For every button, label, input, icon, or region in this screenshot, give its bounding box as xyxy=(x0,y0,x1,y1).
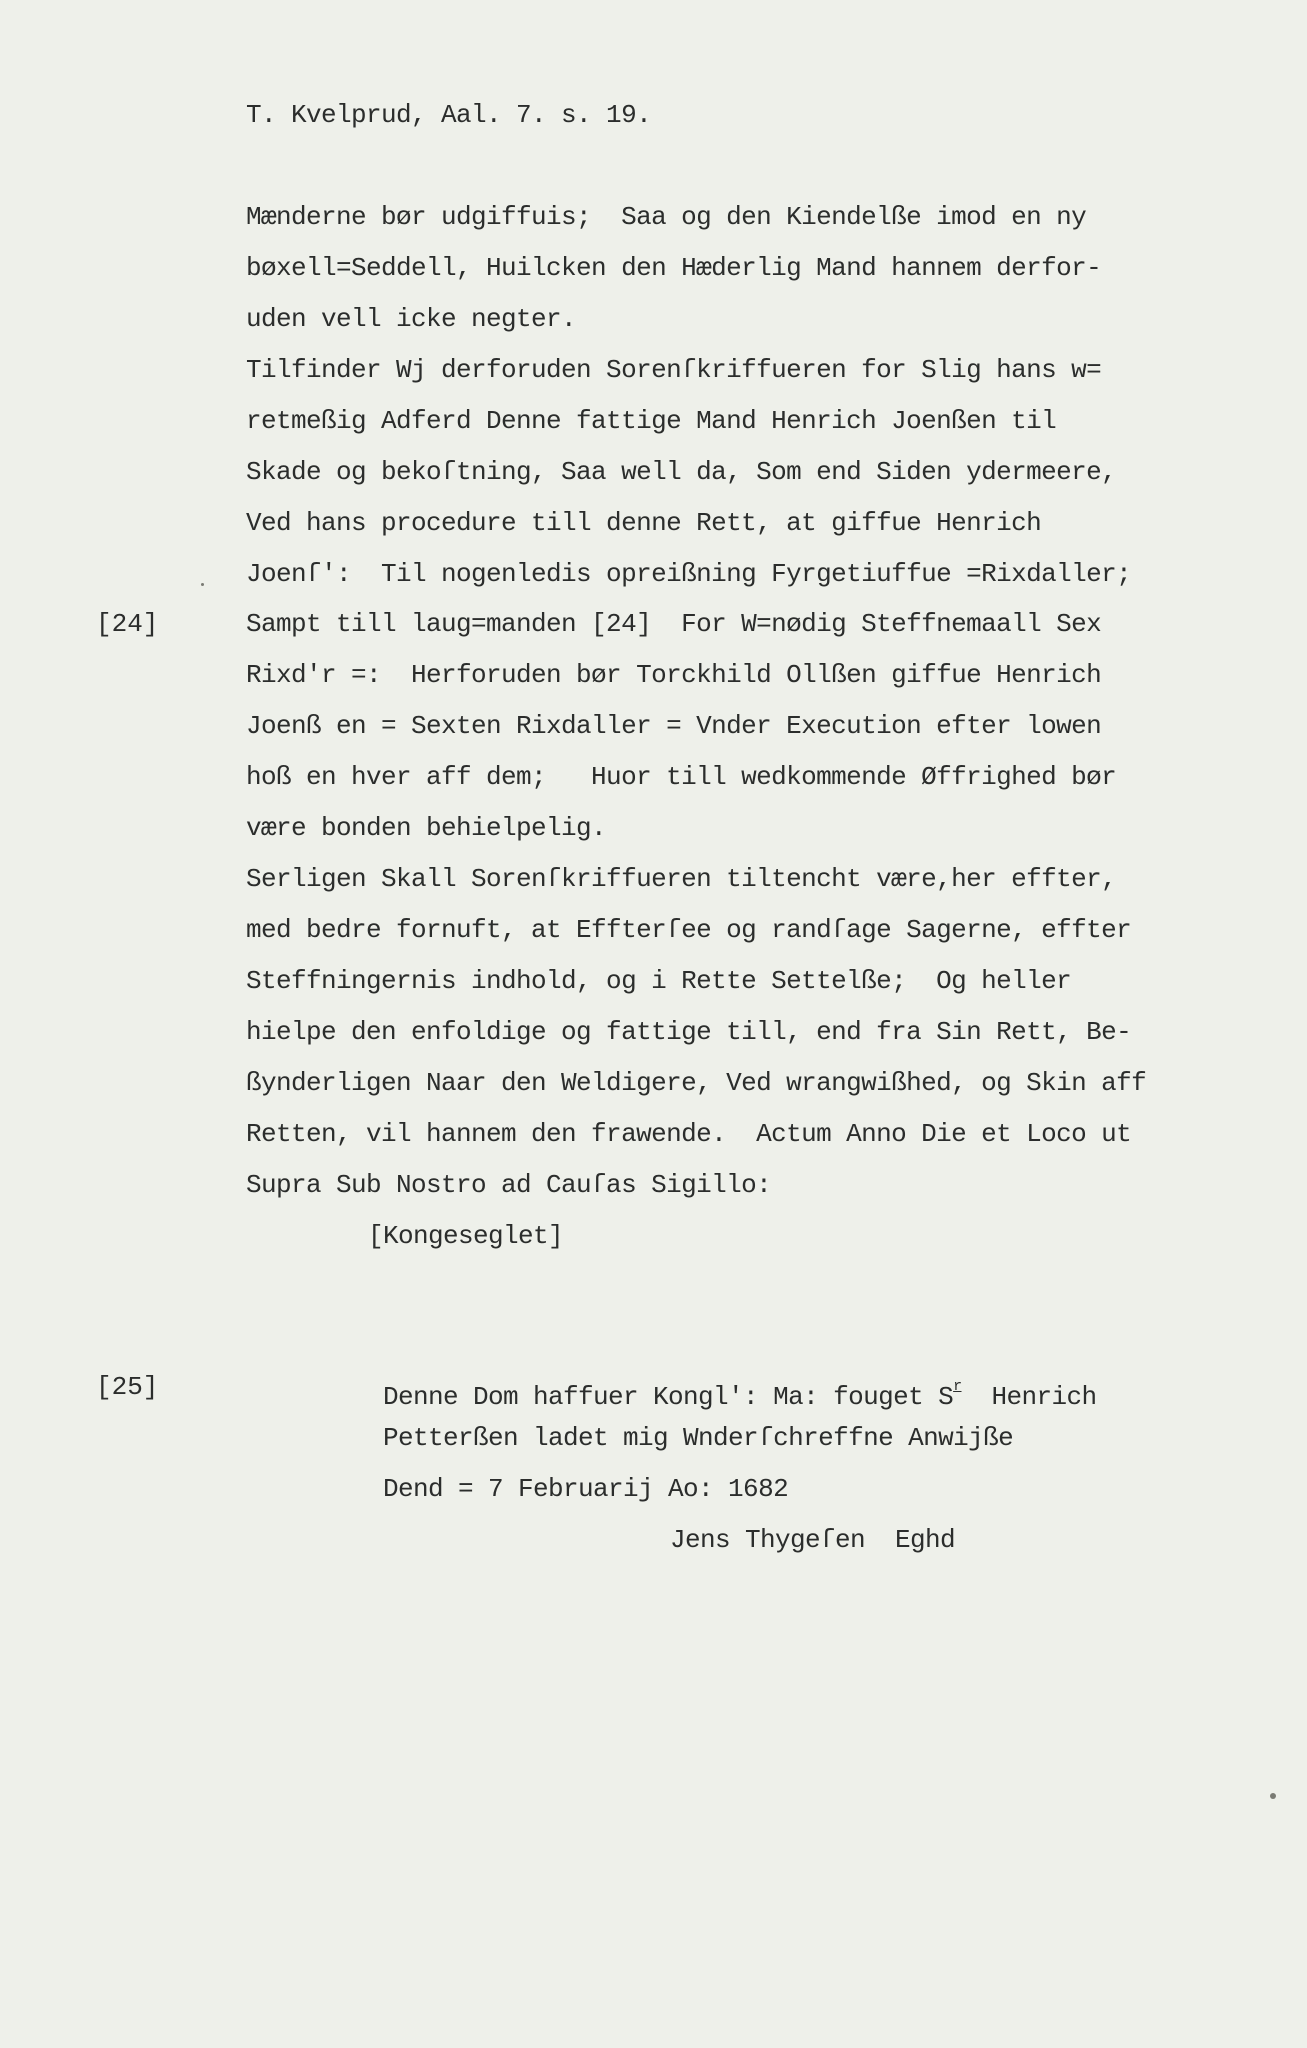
endorsement-line-3: Dend = 7 Februarij Ao: 1682 xyxy=(383,1474,789,1504)
page-header: T. Kvelprud, Aal. 7. s. 19. xyxy=(246,100,652,130)
body-line-8: Joenſ': Til nogenledis opreißning Fyrgetiuffue =Rixdaller; xyxy=(246,559,1132,589)
paper-speck xyxy=(201,583,204,586)
margin-note-25: [25] xyxy=(96,1372,159,1402)
seal-note: [Kongeseglet] xyxy=(368,1221,564,1251)
body-line-15: med bedre fornuft, at Effterſee og randſage Sagerne, effter xyxy=(246,915,1132,945)
body-line-7: Ved hans procedure till denne Rett, at giffue Henrich xyxy=(246,508,1042,538)
endorsement-line-1-end: Henrich xyxy=(961,1382,1097,1412)
signature: Jens Thygeſen Eghd xyxy=(670,1525,956,1555)
body-line-14: Serligen Skall Sorenſkriffueren tiltencht være,her effter, xyxy=(246,864,1117,894)
body-line-13: være bonden behielpelig. xyxy=(246,813,607,843)
endorsement-line-1 xyxy=(383,1370,1097,1414)
body-line-20: Supra Sub Nostro ad Cauſas Sigillo: xyxy=(246,1170,772,1200)
body-line-10: Rixd'r =: Herforuden bør Torckhild Ollßen giffue Henrich xyxy=(246,660,1102,690)
body-line-6: Skade og bekoſtning, Saa well da, Som end Siden ydermeere, xyxy=(246,457,1117,487)
body-line-19: Retten, vil hannem den frawende. Actum Anno Die et Loco ut xyxy=(246,1119,1132,1149)
body-line-17: hielpe den enfoldige og fattige till, end fra Sin Rett, Be- xyxy=(246,1017,1132,1047)
margin-note-24: [24] xyxy=(96,609,159,639)
body-line-9: Sampt till laug=manden [24] For W=nødig Steffnemaall Sex xyxy=(246,609,1102,639)
body-line-2: bøxell=Seddell, Huilcken den Hæderlig Mand hannem derfor- xyxy=(246,253,1102,283)
body-line-5: retmeßig Adferd Denne fattige Mand Henrich Joenßen til xyxy=(246,406,1057,436)
paper-speck xyxy=(1270,1793,1276,1799)
endorsement-line-2: Petterßen ladet mig Wnderſchreffne Anwijße xyxy=(383,1423,1014,1453)
endorsement-line-1-start: Denne Dom haffuer Kongl': Ma: fouget S xyxy=(383,1382,954,1412)
body-line-4: Tilfinder Wj derforuden Sorenſkriffueren for Slig hans w= xyxy=(246,355,1102,385)
body-line-16: Steffningernis indhold, og i Rette Settelße; Og heller xyxy=(246,966,1072,996)
body-line-12: hoß en hver aff dem; Huor till wedkommende Øffrighed bør xyxy=(246,762,1117,792)
body-line-3: uden vell icke negter. xyxy=(246,304,577,334)
superscript-r: r xyxy=(953,1378,962,1395)
body-line-1: Mænderne bør udgiffuis; Saa og den Kiendelße imod en ny xyxy=(246,202,1087,232)
body-line-18: ßynderligen Naar den Weldigere, Ved wrangwißhed, og Skin aff xyxy=(246,1068,1147,1098)
body-line-11: Joenß en = Sexten Rixdaller = Vnder Execution efter lowen xyxy=(246,711,1102,741)
